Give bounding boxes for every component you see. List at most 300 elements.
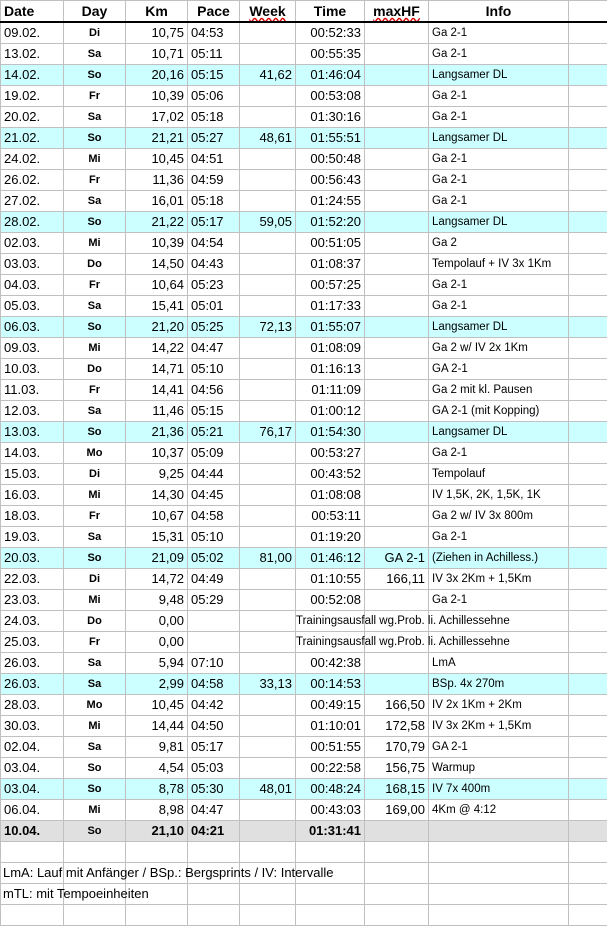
cell-extra[interactable] xyxy=(569,254,607,275)
cell-km[interactable]: 10,45 xyxy=(126,695,188,716)
cell-extra[interactable] xyxy=(569,527,607,548)
cell-maxhf[interactable] xyxy=(365,359,429,380)
cell-extra[interactable] xyxy=(569,401,607,422)
empty-cell[interactable] xyxy=(296,905,365,926)
header-info[interactable]: Info xyxy=(429,1,569,23)
cell-week[interactable] xyxy=(240,758,296,779)
cell-date[interactable]: 13.03. xyxy=(1,422,64,443)
cell-day[interactable]: Mi xyxy=(64,338,126,359)
cell-date[interactable]: 03.04. xyxy=(1,758,64,779)
cell-day[interactable]: Sa xyxy=(64,527,126,548)
cell-maxhf[interactable] xyxy=(365,107,429,128)
cell-pace[interactable]: 05:02 xyxy=(188,548,240,569)
cell-pace[interactable]: 04:47 xyxy=(188,338,240,359)
cell-week[interactable] xyxy=(240,296,296,317)
cell-day[interactable]: Mi xyxy=(64,800,126,821)
cell-info[interactable]: Ga 2 xyxy=(429,233,569,254)
cell-week[interactable]: 48,61 xyxy=(240,128,296,149)
cell-maxhf[interactable] xyxy=(365,86,429,107)
total-cell-pace[interactable]: 04:21 xyxy=(188,821,240,842)
cell-week[interactable] xyxy=(240,443,296,464)
cell-maxhf[interactable] xyxy=(365,338,429,359)
cell-info[interactable]: Tempolauf xyxy=(429,464,569,485)
cell-extra[interactable] xyxy=(569,128,607,149)
cell-date[interactable]: 06.03. xyxy=(1,317,64,338)
cell-week[interactable] xyxy=(240,44,296,65)
cell-week[interactable] xyxy=(240,506,296,527)
cell-info[interactable]: Ga 2-1 xyxy=(429,296,569,317)
cell-extra[interactable] xyxy=(569,779,607,800)
cell-extra[interactable] xyxy=(569,695,607,716)
cell-maxhf[interactable] xyxy=(365,317,429,338)
cell-km[interactable]: 5,94 xyxy=(126,653,188,674)
cell-day[interactable]: So xyxy=(64,779,126,800)
cell-pace[interactable]: 05:17 xyxy=(188,737,240,758)
cell-maxhf[interactable] xyxy=(365,674,429,695)
cell-maxhf[interactable] xyxy=(365,401,429,422)
cell-km[interactable]: 11,46 xyxy=(126,401,188,422)
cell-date[interactable]: 22.03. xyxy=(1,569,64,590)
empty-cell[interactable] xyxy=(64,905,126,926)
cell-extra[interactable] xyxy=(569,422,607,443)
cell-time[interactable]: 00:22:58 xyxy=(296,758,365,779)
cell-km[interactable]: 21,20 xyxy=(126,317,188,338)
cell-day[interactable]: Mi xyxy=(64,590,126,611)
cell-km[interactable]: 10,37 xyxy=(126,443,188,464)
cell-extra[interactable] xyxy=(569,22,607,44)
cell-pace[interactable]: 05:18 xyxy=(188,191,240,212)
cell-week[interactable]: 76,17 xyxy=(240,422,296,443)
empty-cell[interactable] xyxy=(296,842,365,863)
cell-km[interactable]: 9,81 xyxy=(126,737,188,758)
cell-maxhf[interactable] xyxy=(365,506,429,527)
cell-maxhf[interactable] xyxy=(365,191,429,212)
cell-extra[interactable] xyxy=(569,758,607,779)
cell-pace[interactable]: 05:15 xyxy=(188,65,240,86)
cell-date[interactable]: 24.03. xyxy=(1,611,64,632)
cell-day[interactable]: So xyxy=(64,128,126,149)
cell-info[interactable]: Ga 2-1 xyxy=(429,527,569,548)
cell-pace[interactable]: 05:18 xyxy=(188,107,240,128)
cell-time[interactable]: 00:42:38 xyxy=(296,653,365,674)
cell-extra[interactable] xyxy=(569,716,607,737)
cell-maxhf[interactable] xyxy=(365,44,429,65)
cell-extra[interactable] xyxy=(569,212,607,233)
total-cell-extra[interactable] xyxy=(569,821,607,842)
cell-maxhf[interactable]: 168,15 xyxy=(365,779,429,800)
cell-day[interactable]: Di xyxy=(64,22,126,44)
empty-cell[interactable] xyxy=(240,842,296,863)
cell-pace[interactable]: 04:43 xyxy=(188,254,240,275)
cell-maxhf[interactable] xyxy=(365,233,429,254)
empty-cell[interactable] xyxy=(126,905,188,926)
cell-info[interactable]: LmA xyxy=(429,653,569,674)
cell-week[interactable]: 81,00 xyxy=(240,548,296,569)
cell-pace[interactable]: 04:51 xyxy=(188,149,240,170)
cell-km[interactable]: 0,00 xyxy=(126,611,188,632)
header-pace[interactable]: Pace xyxy=(188,1,240,23)
cell-km[interactable]: 14,72 xyxy=(126,569,188,590)
cell-pace[interactable]: 05:15 xyxy=(188,401,240,422)
cell-km[interactable]: 4,54 xyxy=(126,758,188,779)
cell-extra[interactable] xyxy=(569,317,607,338)
cell-week[interactable] xyxy=(240,149,296,170)
cell-pace[interactable]: 05:23 xyxy=(188,275,240,296)
cell-maxhf[interactable]: 166,50 xyxy=(365,695,429,716)
legend-note-mtl[interactable] xyxy=(1,884,149,905)
cell-extra[interactable] xyxy=(569,86,607,107)
cell-info[interactable]: (Ziehen in Achilless.) xyxy=(429,548,569,569)
cell-day[interactable]: Di xyxy=(64,569,126,590)
cell-day[interactable]: Mo xyxy=(64,695,126,716)
empty-cell[interactable] xyxy=(429,842,569,863)
cell-km[interactable]: 16,01 xyxy=(126,191,188,212)
empty-cell[interactable] xyxy=(1,905,64,926)
cell-date[interactable]: 09.03. xyxy=(1,338,64,359)
cell-time[interactable]: 00:49:15 xyxy=(296,695,365,716)
cell-info[interactable]: IV 3x 2Km + 1,5Km xyxy=(429,716,569,737)
cell-day[interactable]: Fr xyxy=(64,380,126,401)
cell-km[interactable]: 20,16 xyxy=(126,65,188,86)
cell-pace[interactable]: 04:58 xyxy=(188,506,240,527)
cell-week[interactable] xyxy=(240,632,296,653)
cell-maxhf[interactable] xyxy=(365,149,429,170)
cell-week[interactable] xyxy=(240,590,296,611)
cell-time[interactable]: 00:52:08 xyxy=(296,590,365,611)
header-time[interactable]: Time xyxy=(296,1,365,23)
cell-km[interactable]: 15,41 xyxy=(126,296,188,317)
cell-extra[interactable] xyxy=(569,170,607,191)
cell-day[interactable]: So xyxy=(64,758,126,779)
empty-cell[interactable] xyxy=(429,884,569,905)
cell-extra[interactable] xyxy=(569,464,607,485)
cell-extra[interactable] xyxy=(569,149,607,170)
cell-pace[interactable]: 04:56 xyxy=(188,380,240,401)
cell-week[interactable] xyxy=(240,233,296,254)
cell-date[interactable]: 18.03. xyxy=(1,506,64,527)
cell-time[interactable]: 01:17:33 xyxy=(296,296,365,317)
cell-time[interactable]: 00:43:52 xyxy=(296,464,365,485)
cell-km[interactable]: 21,21 xyxy=(126,128,188,149)
cell-pace[interactable]: 05:03 xyxy=(188,758,240,779)
cell-week[interactable] xyxy=(240,695,296,716)
cell-date[interactable]: 20.03. xyxy=(1,548,64,569)
cell-pace[interactable]: 04:54 xyxy=(188,233,240,254)
cell-week[interactable]: 41,62 xyxy=(240,65,296,86)
cell-info[interactable]: Langsamer DL xyxy=(429,212,569,233)
cell-time[interactable]: 01:10:55 xyxy=(296,569,365,590)
cell-maxhf[interactable] xyxy=(365,22,429,44)
cell-date[interactable]: 19.03. xyxy=(1,527,64,548)
cell-time[interactable]: 01:11:09 xyxy=(296,380,365,401)
cell-km[interactable]: 9,25 xyxy=(126,464,188,485)
cell-extra[interactable] xyxy=(569,44,607,65)
cell-time[interactable]: 01:54:30 xyxy=(296,422,365,443)
cell-week[interactable] xyxy=(240,359,296,380)
cell-week[interactable] xyxy=(240,527,296,548)
cell-date[interactable]: 24.02. xyxy=(1,149,64,170)
cell-date[interactable]: 05.03. xyxy=(1,296,64,317)
cell-time[interactable]: 01:10:01 xyxy=(296,716,365,737)
cell-maxhf[interactable] xyxy=(365,128,429,149)
cell-extra[interactable] xyxy=(569,611,607,632)
cell-time[interactable]: 00:51:05 xyxy=(296,233,365,254)
cell-day[interactable]: So xyxy=(64,212,126,233)
cell-maxhf[interactable] xyxy=(365,485,429,506)
header-extra[interactable] xyxy=(569,1,607,23)
cell-time[interactable]: 01:24:55 xyxy=(296,191,365,212)
cell-day[interactable]: Sa xyxy=(64,44,126,65)
cell-km[interactable]: 0,00 xyxy=(126,632,188,653)
cell-km[interactable]: 9,48 xyxy=(126,590,188,611)
cell-info[interactable]: IV 2x 1Km + 2Km xyxy=(429,695,569,716)
cell-info[interactable]: Langsamer DL xyxy=(429,65,569,86)
cell-day[interactable]: Sa xyxy=(64,653,126,674)
cell-km[interactable]: 14,44 xyxy=(126,716,188,737)
cell-date[interactable]: 25.03. xyxy=(1,632,64,653)
cell-km[interactable]: 10,39 xyxy=(126,86,188,107)
cell-week[interactable] xyxy=(240,254,296,275)
cell-info[interactable]: Ga 2-1 xyxy=(429,191,569,212)
cell-day[interactable]: Mi xyxy=(64,485,126,506)
cell-day[interactable]: Sa xyxy=(64,107,126,128)
empty-cell[interactable] xyxy=(569,863,607,884)
cell-time[interactable]: 01:08:09 xyxy=(296,338,365,359)
cell-maxhf[interactable] xyxy=(365,380,429,401)
header-km[interactable]: Km xyxy=(126,1,188,23)
cell-extra[interactable] xyxy=(569,653,607,674)
empty-cell[interactable] xyxy=(365,863,429,884)
cell-pace[interactable]: 04:42 xyxy=(188,695,240,716)
empty-cell[interactable] xyxy=(126,842,188,863)
cell-date[interactable]: 04.03. xyxy=(1,275,64,296)
cell-info[interactable]: BSp. 4x 270m xyxy=(429,674,569,695)
cell-week[interactable] xyxy=(240,464,296,485)
cell-maxhf[interactable] xyxy=(365,254,429,275)
cell-maxhf[interactable] xyxy=(365,443,429,464)
cell-info[interactable]: GA 2-1 xyxy=(429,737,569,758)
cell-date[interactable]: 16.03. xyxy=(1,485,64,506)
empty-cell[interactable] xyxy=(64,842,126,863)
empty-cell[interactable] xyxy=(188,884,240,905)
cell-time[interactable]: 01:46:04 xyxy=(296,65,365,86)
empty-cell[interactable] xyxy=(429,905,569,926)
cell-extra[interactable] xyxy=(569,800,607,821)
total-cell-maxhf[interactable] xyxy=(365,821,429,842)
cell-maxhf[interactable]: 172,58 xyxy=(365,716,429,737)
cell-pace[interactable]: 05:25 xyxy=(188,317,240,338)
cell-time[interactable]: 01:00:12 xyxy=(296,401,365,422)
cell-day[interactable]: Sa xyxy=(64,296,126,317)
cell-pace[interactable]: 05:17 xyxy=(188,212,240,233)
cell-pace[interactable]: 05:30 xyxy=(188,779,240,800)
cell-day[interactable]: Do xyxy=(64,359,126,380)
cell-date[interactable]: 02.03. xyxy=(1,233,64,254)
cell-info[interactable]: Tempolauf + IV 3x 1Km xyxy=(429,254,569,275)
cell-date[interactable]: 14.03. xyxy=(1,443,64,464)
cell-km[interactable]: 14,50 xyxy=(126,254,188,275)
cell-extra[interactable] xyxy=(569,380,607,401)
cell-info[interactable]: Ga 2-1 xyxy=(429,443,569,464)
cell-day[interactable]: Di xyxy=(64,464,126,485)
cell-info[interactable]: Langsamer DL xyxy=(429,128,569,149)
cell-km[interactable]: 10,64 xyxy=(126,275,188,296)
cell-extra[interactable] xyxy=(569,506,607,527)
cell-info[interactable]: Ga 2 w/ IV 3x 800m xyxy=(429,506,569,527)
cell-time[interactable]: 01:08:08 xyxy=(296,485,365,506)
cell-date[interactable]: 28.02. xyxy=(1,212,64,233)
cell-time[interactable]: 00:52:33 xyxy=(296,22,365,44)
cell-km[interactable]: 15,31 xyxy=(126,527,188,548)
cell-week[interactable] xyxy=(240,569,296,590)
cell-km[interactable]: 10,71 xyxy=(126,44,188,65)
cell-time[interactable]: 01:52:20 xyxy=(296,212,365,233)
empty-cell[interactable] xyxy=(569,884,607,905)
cell-time[interactable]: 01:46:12 xyxy=(296,548,365,569)
empty-cell[interactable] xyxy=(569,905,607,926)
cell-week[interactable] xyxy=(240,86,296,107)
cell-extra[interactable] xyxy=(569,569,607,590)
cell-time[interactable]: 01:55:51 xyxy=(296,128,365,149)
cell-extra[interactable] xyxy=(569,191,607,212)
cell-time[interactable]: 00:56:43 xyxy=(296,170,365,191)
cell-date[interactable]: 27.02. xyxy=(1,191,64,212)
cell-info[interactable]: Ga 2-1 xyxy=(429,86,569,107)
cell-info[interactable]: Ga 2-1 xyxy=(429,149,569,170)
cell-info[interactable]: IV 7x 400m xyxy=(429,779,569,800)
empty-cell[interactable] xyxy=(1,842,64,863)
cell-day[interactable]: Fr xyxy=(64,170,126,191)
cell-time[interactable]: 01:08:37 xyxy=(296,254,365,275)
cell-week[interactable] xyxy=(240,401,296,422)
cell-info[interactable]: GA 2-1 (mit Kopping) xyxy=(429,401,569,422)
cell-pace[interactable]: 04:45 xyxy=(188,485,240,506)
cell-maxhf[interactable]: 170,79 xyxy=(365,737,429,758)
cell-date[interactable]: 21.02. xyxy=(1,128,64,149)
cell-maxhf[interactable] xyxy=(365,422,429,443)
cell-time[interactable]: 01:16:13 xyxy=(296,359,365,380)
cell-week[interactable]: 72,13 xyxy=(240,317,296,338)
cell-week[interactable] xyxy=(240,107,296,128)
cell-time[interactable]: 00:50:48 xyxy=(296,149,365,170)
cell-km[interactable]: 21,09 xyxy=(126,548,188,569)
cell-pace[interactable] xyxy=(188,611,240,632)
empty-cell[interactable] xyxy=(365,905,429,926)
cell-maxhf[interactable]: GA 2-1 xyxy=(365,548,429,569)
cell-date[interactable]: 14.02. xyxy=(1,65,64,86)
cell-date[interactable]: 15.03. xyxy=(1,464,64,485)
cell-date[interactable]: 02.04. xyxy=(1,737,64,758)
cell-pace[interactable]: 05:11 xyxy=(188,44,240,65)
empty-cell[interactable] xyxy=(365,884,429,905)
cell-km[interactable]: 21,36 xyxy=(126,422,188,443)
cell-week[interactable]: 59,05 xyxy=(240,212,296,233)
cell-info[interactable]: IV 3x 2Km + 1,5Km xyxy=(429,569,569,590)
cell-week[interactable] xyxy=(240,800,296,821)
cell-pace[interactable]: 05:06 xyxy=(188,86,240,107)
cell-extra[interactable] xyxy=(569,296,607,317)
cell-extra[interactable] xyxy=(569,485,607,506)
cell-pace[interactable]: 04:47 xyxy=(188,800,240,821)
cell-km[interactable]: 10,75 xyxy=(126,22,188,44)
cell-date[interactable]: 19.02. xyxy=(1,86,64,107)
cell-day[interactable]: Fr xyxy=(64,632,126,653)
cell-maxhf[interactable] xyxy=(365,65,429,86)
cell-pace[interactable]: 04:49 xyxy=(188,569,240,590)
cell-date[interactable]: 26.03. xyxy=(1,653,64,674)
cell-day[interactable]: Fr xyxy=(64,506,126,527)
cell-km[interactable]: 8,78 xyxy=(126,779,188,800)
cell-info[interactable]: Ga 2-1 xyxy=(429,590,569,611)
cell-date[interactable]: 13.02. xyxy=(1,44,64,65)
cell-date[interactable]: 11.03. xyxy=(1,380,64,401)
cell-day[interactable]: Sa xyxy=(64,401,126,422)
cell-info[interactable]: Ga 2 w/ IV 2x 1Km xyxy=(429,338,569,359)
cell-maxhf[interactable]: 166,11 xyxy=(365,569,429,590)
cell-km[interactable]: 14,22 xyxy=(126,338,188,359)
cell-km[interactable]: 17,02 xyxy=(126,107,188,128)
total-cell-km[interactable]: 21,10 xyxy=(126,821,188,842)
cell-week[interactable] xyxy=(240,191,296,212)
cell-pace[interactable]: 05:21 xyxy=(188,422,240,443)
cell-maxhf[interactable] xyxy=(365,464,429,485)
cell-extra[interactable] xyxy=(569,359,607,380)
cell-info[interactable]: Ga 2-1 xyxy=(429,22,569,44)
total-cell-time[interactable]: 01:31:41 xyxy=(296,821,365,842)
cell-date[interactable]: 23.03. xyxy=(1,590,64,611)
empty-cell[interactable] xyxy=(365,842,429,863)
cell-date[interactable]: 10.03. xyxy=(1,359,64,380)
cell-date[interactable]: 20.02. xyxy=(1,107,64,128)
cell-extra[interactable] xyxy=(569,443,607,464)
cell-info[interactable]: Ga 2-1 xyxy=(429,170,569,191)
cell-info[interactable]: Langsamer DL xyxy=(429,317,569,338)
cell-pace[interactable]: 04:59 xyxy=(188,170,240,191)
cell-date[interactable]: 03.03. xyxy=(1,254,64,275)
cell-date[interactable]: 12.03. xyxy=(1,401,64,422)
cell-day[interactable]: So xyxy=(64,548,126,569)
cell-extra[interactable] xyxy=(569,107,607,128)
cell-time[interactable]: 00:43:03 xyxy=(296,800,365,821)
cell-time[interactable]: 00:48:24 xyxy=(296,779,365,800)
cell-day[interactable]: So xyxy=(64,65,126,86)
header-week[interactable] xyxy=(240,1,296,23)
cell-km[interactable]: 14,30 xyxy=(126,485,188,506)
cell-date[interactable]: 06.04. xyxy=(1,800,64,821)
cell-time[interactable]: 00:57:25 xyxy=(296,275,365,296)
cell-pace[interactable]: 04:44 xyxy=(188,464,240,485)
cell-time[interactable]: 00:55:35 xyxy=(296,44,365,65)
cell-info[interactable]: Ga 2-1 xyxy=(429,107,569,128)
cell-week[interactable] xyxy=(240,653,296,674)
cell-week[interactable]: 33,13 xyxy=(240,674,296,695)
total-cell-week[interactable] xyxy=(240,821,296,842)
cell-date[interactable]: 28.03. xyxy=(1,695,64,716)
total-cell-day[interactable]: So xyxy=(64,821,126,842)
cell-day[interactable]: Do xyxy=(64,254,126,275)
header-day[interactable]: Day xyxy=(64,1,126,23)
cell-pace[interactable]: 07:10 xyxy=(188,653,240,674)
cell-km[interactable]: 21,22 xyxy=(126,212,188,233)
cell-pace[interactable]: 05:29 xyxy=(188,590,240,611)
cell-km[interactable]: 10,67 xyxy=(126,506,188,527)
cell-extra[interactable] xyxy=(569,233,607,254)
cell-pace[interactable]: 04:58 xyxy=(188,674,240,695)
cell-info[interactable]: IV 1,5K, 2K, 1,5K, 1K xyxy=(429,485,569,506)
cell-km[interactable]: 14,41 xyxy=(126,380,188,401)
cell-km[interactable]: 10,39 xyxy=(126,233,188,254)
cell-week[interactable] xyxy=(240,275,296,296)
